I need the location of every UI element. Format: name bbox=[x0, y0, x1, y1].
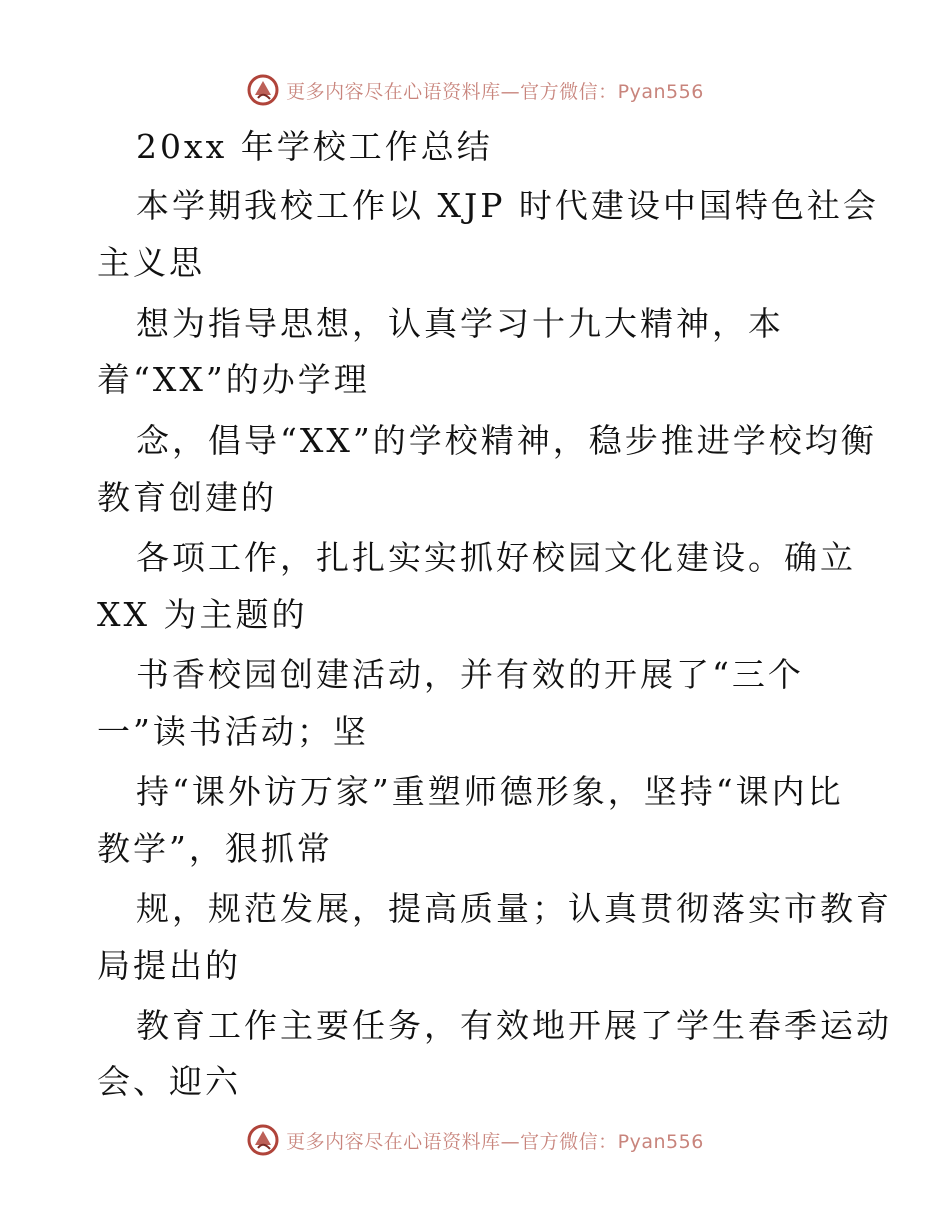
paragraph-line: 教育工作主要任务，有效地开展了学生春季运动 bbox=[136, 1006, 892, 1045]
logo-seal-icon bbox=[246, 1123, 280, 1157]
paragraph-line: XX 为主题的 bbox=[97, 595, 308, 634]
paragraph-line: 各项工作，扎扎实实抓好校园文化建设。确立 bbox=[136, 538, 856, 577]
paragraph-line: 持“课外访万家”重塑师德形象，坚持“课内比 bbox=[136, 772, 844, 811]
paragraph-line: 局提出的 bbox=[97, 946, 241, 985]
paragraph-line: 书香校园创建活动，并有效的开展了“三个 bbox=[136, 655, 804, 694]
paragraph-line: 念，倡导“XX”的学校精神，稳步推进学校均衡 bbox=[136, 421, 877, 460]
paragraph-line: 着“XX”的办学理 bbox=[97, 360, 370, 399]
watermark-text: 更多内容尽在心语资料库—官方微信：Pyan556 bbox=[286, 80, 704, 103]
footer-watermark bbox=[0, 1120, 950, 1160]
watermark-text: 更多内容尽在心语资料库—官方微信：Pyan556 bbox=[286, 1130, 704, 1153]
paragraph-line: 想为指导思想，认真学习十九大精神，本 bbox=[136, 304, 784, 343]
paragraph-line: 教学”，狠抓常 bbox=[97, 829, 333, 868]
paragraph-line: 主义思 bbox=[97, 243, 205, 282]
paragraph-line: 教育创建的 bbox=[97, 478, 277, 517]
paragraph-line: 一”读书活动；坚 bbox=[97, 712, 369, 751]
paragraph-line: 会、迎六 bbox=[97, 1062, 241, 1101]
document-title: 20xx 年学校工作总结 bbox=[136, 127, 493, 166]
paragraph-line: 本学期我校工作以 XJP 时代建设中国特色社会 bbox=[136, 186, 879, 225]
paragraph-line: 规，规范发展，提高质量；认真贯彻落实市教育 bbox=[136, 889, 892, 928]
